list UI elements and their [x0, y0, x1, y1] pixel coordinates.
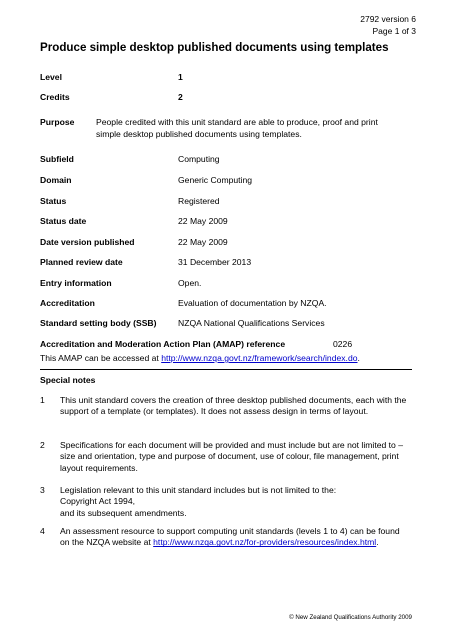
section-divider [40, 369, 412, 370]
credits-value: 2 [178, 92, 183, 102]
accreditation-label: Accreditation [40, 298, 95, 308]
note-3-line-1: Legislation relevant to this unit standard includes but is not limited to the: [60, 485, 337, 495]
status-label: Status [40, 196, 67, 206]
note-3-number: 3 [40, 485, 45, 495]
date-version-published-label: Date version published [40, 237, 135, 247]
planned-review-date-value: 31 December 2013 [178, 257, 252, 267]
amap-link[interactable]: http://www.nzqa.govt.nz/framework/search/index.do [161, 353, 358, 363]
note-4-body: An assessment resource to support computing unit standards (levels 1 to 4) can be found on the NZQA website at [60, 526, 400, 548]
page-header [360, 13, 416, 37]
note-1-text: This unit standard covers the creation of three desktop published documents, each with the support of a template (or templates). It does not assess design in terms of layout. [60, 395, 407, 417]
domain-label: Domain [40, 175, 72, 185]
page-number: Page 1 of 3 [372, 26, 416, 36]
amap-access-text: This AMAP can be accessed at [40, 353, 162, 363]
planned-review-date-label: Planned review date [40, 257, 123, 267]
amap-access-end: . [357, 353, 360, 363]
amap-label: Accreditation and Moderation Action Plan (AMAP) reference [40, 339, 286, 349]
domain-value: Generic Computing [178, 175, 253, 185]
note-4-number: 4 [40, 526, 45, 536]
ssb-value: NZQA National Qualifications Services [178, 318, 325, 328]
page-title: Produce simple desktop published documents using templates [40, 41, 389, 54]
note-4-text [60, 526, 410, 549]
ssb-label: Standard setting body (SSB) [40, 318, 157, 328]
note-2-number: 2 [40, 440, 45, 450]
note-2-text: Specifications for each document will be provided and must include but are not limited to – size and orientation, type and purpose of document, use of colour, file management, print layout requirements. [60, 440, 403, 473]
note-1-number: 1 [40, 395, 45, 405]
note-4-link[interactable]: http://www.nzqa.govt.nz/for-providers/resources/index.html [153, 537, 377, 548]
special-notes-heading: Special notes [40, 375, 96, 385]
entry-information-value: Open. [178, 278, 202, 288]
subfield-label: Subfield [40, 154, 74, 164]
copyright-footer: © New Zealand Qualifications Authority 2009 [289, 614, 412, 621]
purpose-label: Purpose [40, 117, 75, 127]
subfield-value: Computing [178, 154, 220, 164]
entry-information-label: Entry information [40, 278, 112, 288]
date-version-published-value: 22 May 2009 [178, 237, 228, 247]
level-value: 1 [178, 72, 183, 82]
purpose-text: People credited with this unit standard are able to produce, proof and print simple desktop published documents using templates. [96, 117, 378, 139]
note-4-end: . [376, 537, 379, 548]
level-label: Level [40, 72, 62, 82]
status-date-label: Status date [40, 216, 87, 226]
status-date-value: 22 May 2009 [178, 216, 228, 226]
status-value: Registered [178, 196, 220, 206]
accreditation-value: Evaluation of documentation by NZQA. [178, 298, 327, 308]
note-3-line-2: Copyright Act 1994, [60, 496, 136, 507]
note-3-line-3: and its subsequent amendments. [60, 507, 187, 518]
amap-value: 0226 [333, 339, 353, 349]
amap-access-line [40, 353, 360, 363]
note-3-text [60, 485, 410, 519]
version-label: 2792 version 6 [360, 14, 416, 24]
credits-label: Credits [40, 92, 70, 102]
